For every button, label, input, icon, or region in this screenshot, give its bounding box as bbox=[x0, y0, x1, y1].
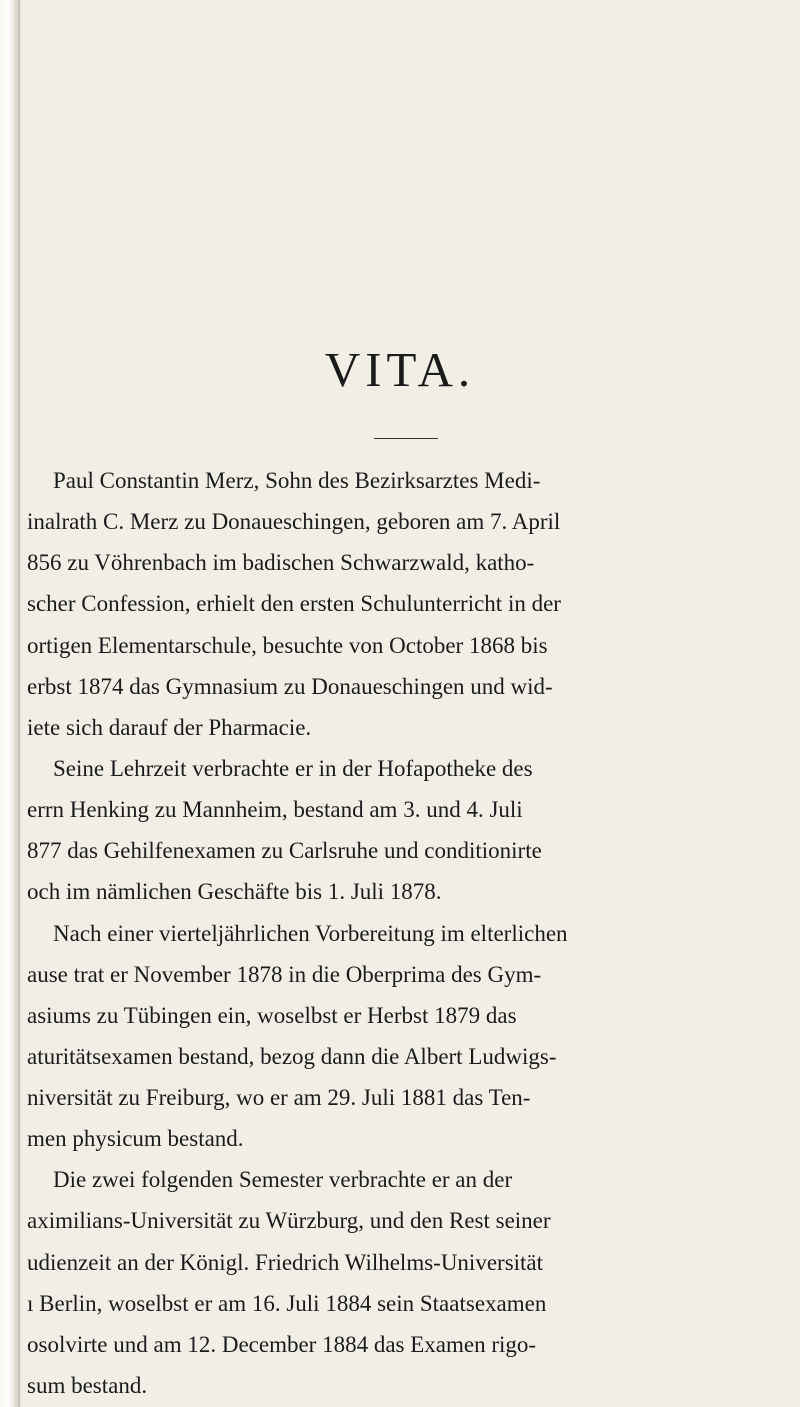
text-line: ause trat er November 1878 in die Oberprima des Gym- bbox=[27, 962, 542, 987]
text-line: iete sich darauf der Pharmacie. bbox=[27, 715, 312, 740]
text-line: sum bestand. bbox=[27, 1373, 148, 1398]
text-line: aturitätsexamen bestand, bezog dann die Albert Ludwigs- bbox=[27, 1044, 557, 1069]
text-line: och im nämlichen Geschäfte bis 1. Juli 1878. bbox=[27, 879, 442, 904]
title-rule bbox=[374, 438, 438, 439]
text-line: ortigen Elementarschule, besuchte von October 1868 bis bbox=[27, 633, 548, 658]
text-line: ı Berlin, woselbst er am 16. Juli 1884 sein Staatsexamen bbox=[27, 1291, 547, 1316]
text-line: errn Henking zu Mannheim, bestand am 3. und 4. Juli bbox=[27, 797, 523, 822]
text-line: 856 zu Vöhrenbach im badischen Schwarzwald, katho- bbox=[27, 550, 535, 575]
text-line: erbst 1874 das Gymnasium zu Donaueschingen und wid- bbox=[27, 674, 553, 699]
text-line: Nach einer vierteljährlichen Vorbereitung im elterlichen bbox=[53, 921, 568, 946]
text-line: 877 das Gehilfenexamen zu Carlsruhe und conditionirte bbox=[27, 838, 542, 863]
text-line: niversität zu Freiburg, wo er am 29. Juli 1881 das Ten- bbox=[27, 1085, 531, 1110]
text-line: Seine Lehrzeit verbrachte er in der Hofapotheke des bbox=[53, 756, 533, 781]
text-line: udienzeit an der Königl. Friedrich Wilhelms-Universität bbox=[27, 1250, 544, 1275]
text-line: aximilians-Universität zu Würzburg, und den Rest seiner bbox=[27, 1208, 551, 1233]
page-title: VITA. bbox=[324, 342, 476, 397]
text-line: asiums zu Tübingen ein, woselbst er Herbst 1879 das bbox=[27, 1003, 517, 1028]
text-line: Die zwei folgenden Semester verbrachte er an der bbox=[53, 1167, 513, 1192]
text-line: Paul Constantin Merz, Sohn des Bezirksarztes Medi- bbox=[53, 468, 541, 493]
text-line: men physicum bestand. bbox=[27, 1126, 244, 1151]
text-line: scher Confession, erhielt den ersten Schulunterricht in der bbox=[27, 591, 561, 616]
text-line: inalrath C. Merz zu Donaueschingen, geboren am 7. April bbox=[27, 509, 561, 534]
text-line: osolvirte und am 12. December 1884 das Examen rigo- bbox=[27, 1332, 537, 1357]
binding-shadow-line bbox=[18, 0, 20, 1407]
